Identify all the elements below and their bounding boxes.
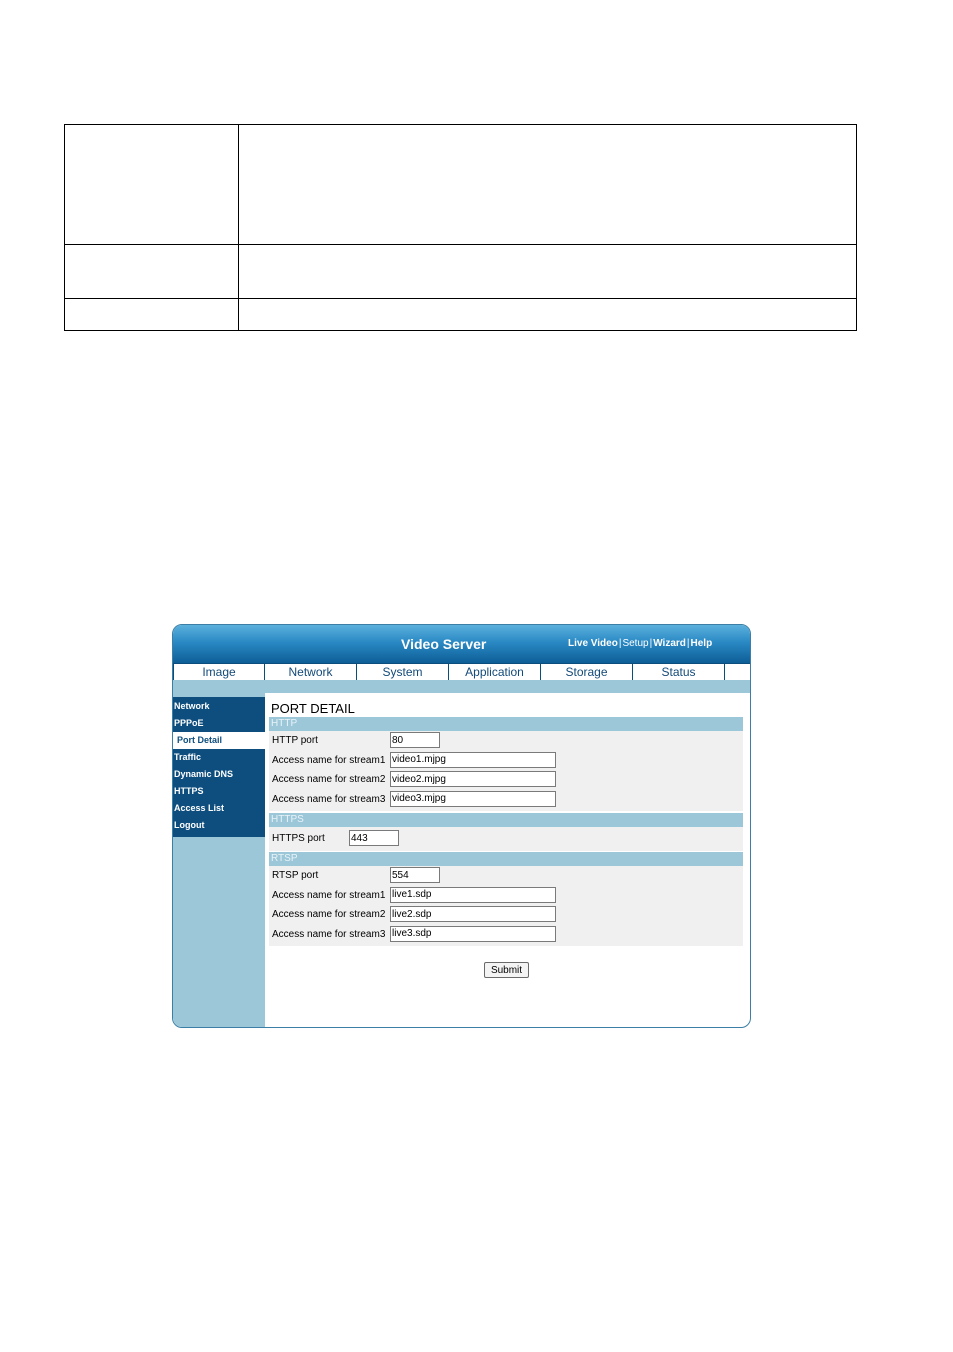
http-section	[269, 731, 743, 811]
rtsp-stream2-label: Access name for stream2	[272, 909, 386, 920]
http-port-row	[269, 731, 743, 751]
http-stream1-label: Access name for stream1	[272, 754, 386, 766]
sidebar-item-network[interactable]: Network	[174, 701, 210, 711]
tab-application[interactable]: Application	[449, 664, 541, 680]
table-cell	[239, 299, 857, 331]
main-tabs	[173, 663, 750, 681]
rtsp-stream2-row	[269, 905, 743, 925]
table-row	[65, 125, 857, 245]
wizard-link[interactable]: Wizard	[653, 638, 686, 649]
sidebar	[173, 693, 265, 1027]
http-stream2-label: Access name for stream2	[272, 774, 386, 785]
rtsp-section-header: RTSP	[269, 852, 743, 866]
http-stream3-row	[269, 790, 743, 810]
title-bar	[173, 625, 750, 663]
http-stream2-input[interactable]	[390, 771, 556, 787]
tab-storage[interactable]: Storage	[541, 664, 633, 680]
setup-link[interactable]: Setup	[622, 638, 649, 649]
rtsp-stream3-input[interactable]	[390, 926, 556, 942]
rtsp-section	[269, 866, 743, 946]
help-link[interactable]: Help	[690, 638, 713, 649]
video-server-window	[172, 624, 751, 1028]
https-section	[269, 827, 743, 851]
http-stream2-row	[269, 770, 743, 790]
https-port-label: HTTPS port	[272, 833, 325, 844]
tab-status[interactable]: Status	[633, 664, 725, 680]
link-separator: |	[649, 638, 653, 649]
sidebar-item-traffic[interactable]: Traffic	[174, 752, 202, 762]
header-band	[173, 680, 750, 693]
sidebar-menu	[173, 697, 265, 837]
table-cell	[239, 125, 857, 245]
link-separator: |	[618, 638, 622, 649]
http-stream3-label: Access name for stream3	[272, 793, 386, 805]
https-port-input[interactable]	[349, 830, 399, 846]
top-links	[568, 638, 712, 649]
https-port-row	[269, 829, 743, 849]
rtsp-stream3-row	[269, 925, 743, 945]
tab-image[interactable]: Image	[173, 664, 265, 680]
sidebar-item-port-detail[interactable]: Port Detail	[173, 732, 265, 749]
page-title: PORT DETAIL	[271, 701, 355, 716]
table-cell	[65, 125, 239, 245]
table-cell	[239, 245, 857, 299]
http-port-input[interactable]	[390, 732, 440, 748]
live-video-link[interactable]: Live Video	[568, 638, 618, 649]
table-cell	[65, 245, 239, 299]
table-row	[65, 245, 857, 299]
sidebar-item-access-list[interactable]: Access List	[174, 803, 225, 813]
http-stream1-input[interactable]	[390, 752, 556, 768]
document-table	[64, 124, 857, 331]
https-section-header: HTTPS	[269, 813, 743, 827]
sidebar-item-pppoe[interactable]: PPPoE	[174, 718, 204, 728]
http-section-header: HTTP	[269, 717, 743, 731]
rtsp-port-input[interactable]	[390, 867, 440, 883]
rtsp-port-row	[269, 866, 743, 886]
sidebar-item-dynamic-dns[interactable]: Dynamic DNS	[174, 769, 234, 779]
rtsp-stream1-label: Access name for stream1	[272, 889, 386, 901]
table-row	[65, 299, 857, 331]
http-stream3-input[interactable]	[390, 791, 556, 807]
link-separator: |	[686, 638, 690, 649]
rtsp-port-label: RTSP port	[272, 870, 319, 881]
submit-button[interactable]: Submit	[484, 962, 529, 978]
sidebar-item-https[interactable]: HTTPS	[174, 786, 204, 796]
rtsp-stream2-input[interactable]	[390, 906, 556, 922]
app-title: Video Server	[401, 636, 487, 652]
rtsp-stream1-input[interactable]	[390, 887, 556, 903]
http-port-label: HTTP port	[272, 735, 318, 746]
sidebar-item-logout[interactable]: Logout	[174, 820, 205, 830]
tab-system[interactable]: System	[357, 664, 449, 680]
http-stream1-row	[269, 751, 743, 771]
rtsp-stream3-label: Access name for stream3	[272, 928, 386, 940]
tab-network[interactable]: Network	[265, 664, 357, 680]
table-cell	[65, 299, 239, 331]
rtsp-stream1-row	[269, 886, 743, 906]
